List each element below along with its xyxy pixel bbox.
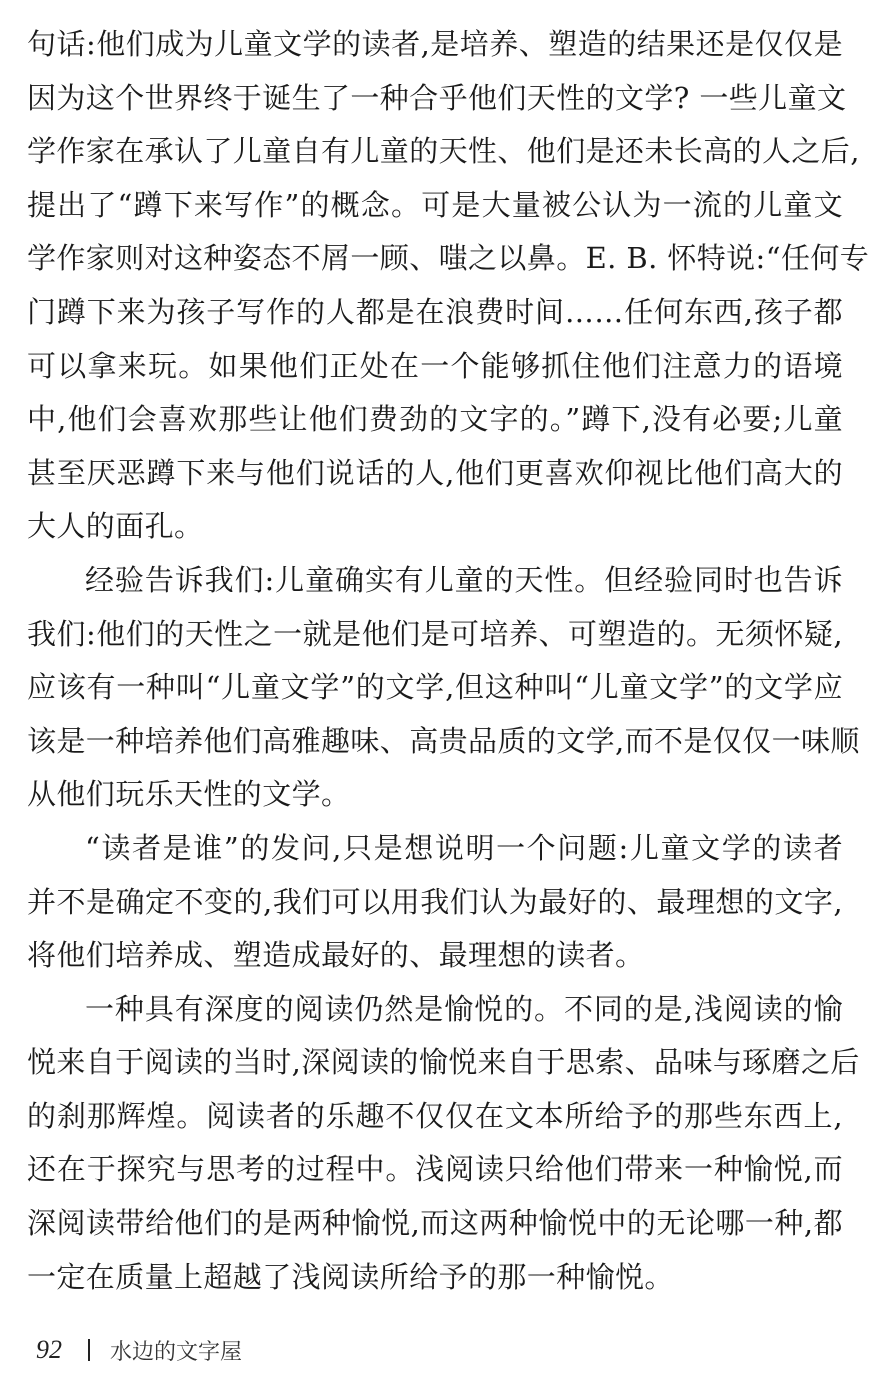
paragraph-1	[27, 18, 869, 554]
text-line: 从他们玩乐天性的文学。	[27, 777, 351, 812]
footer-divider	[88, 1339, 90, 1361]
text-line: 我们:他们的天性之一就是他们是可培养、可塑造的。无须怀疑,	[27, 616, 843, 651]
text-line: 一种具有深度的阅读仍然是愉悦的。不同的是,浅阅读的愉	[85, 991, 843, 1026]
text-line: 深阅读带给他们的是两种愉悦,而这两种愉悦中的无论哪一种,都	[27, 1206, 843, 1241]
text-line: 悦来自于阅读的当时,深阅读的愉悦来自于思索、品味与琢磨之后	[27, 1045, 860, 1080]
text-line: 句话:他们成为儿童文学的读者,是培养、塑造的结果还是仅仅是	[27, 27, 843, 61]
text-line: 并不是确定不变的,我们可以用我们认为最好的、最理想的文字,	[27, 884, 843, 919]
paragraph-3	[27, 822, 843, 983]
text-line: 学作家则对这种姿态不屑一顾、嗤之以鼻。E. B. 怀特说:“任何专	[27, 241, 869, 276]
paragraph-2	[27, 554, 860, 822]
text-line: 门蹲下来为孩子写作的人都是在浪费时间……任何东西,孩子都	[27, 294, 843, 329]
text-line: 应该有一种叫“儿童文学”的文学,但这种叫“儿童文学”的文学应	[27, 670, 843, 705]
text-line: 将他们培养成、塑造成最好的、最理想的读者。	[27, 938, 645, 973]
page-number: 92	[36, 1335, 62, 1364]
text-line: 因为这个世界终于诞生了一种合乎他们天性的文学? 一些儿童文	[27, 80, 847, 115]
text-line: 可以拿来玩。如果他们正处在一个能够抓住他们注意力的语境	[27, 348, 843, 383]
text-line: 中,他们会喜欢那些让他们费劲的文字的。”蹲下,没有必要;儿童	[27, 402, 843, 437]
page-footer	[36, 1330, 242, 1370]
paragraph-4	[27, 983, 860, 1305]
text-line: 的刹那辉煌。阅读者的乐趣不仅仅在文本所给予的那些东西上,	[27, 1098, 843, 1133]
text-line: 一定在质量上超越了浅阅读所给予的那一种愉悦。	[27, 1259, 674, 1294]
text-line: “读者是谁”的发问,只是想说明一个问题:儿童文学的读者	[85, 830, 843, 865]
text-line: 经验告诉我们:儿童确实有儿童的天性。但经验同时也告诉	[85, 562, 843, 597]
text-line: 甚至厌恶蹲下来与他们说话的人,他们更喜欢仰视比他们高大的	[27, 455, 843, 490]
text-line: 学作家在承认了儿童自有儿童的天性、他们是还未长高的人之后,	[27, 134, 860, 169]
text-line: 还在于探究与思考的过程中。浅阅读只给他们带来一种愉悦,而	[27, 1152, 843, 1187]
text-line: 该是一种培养他们高雅趣味、高贵品质的文学,而不是仅仅一味顺	[27, 723, 860, 758]
text-line: 提出了“蹲下来写作”的概念。可是大量被公认为一流的儿童文	[27, 187, 843, 222]
running-book-title: 水边的文字屋	[110, 1339, 243, 1365]
page-body	[27, 18, 869, 1304]
text-line: 大人的面孔。	[27, 509, 204, 544]
